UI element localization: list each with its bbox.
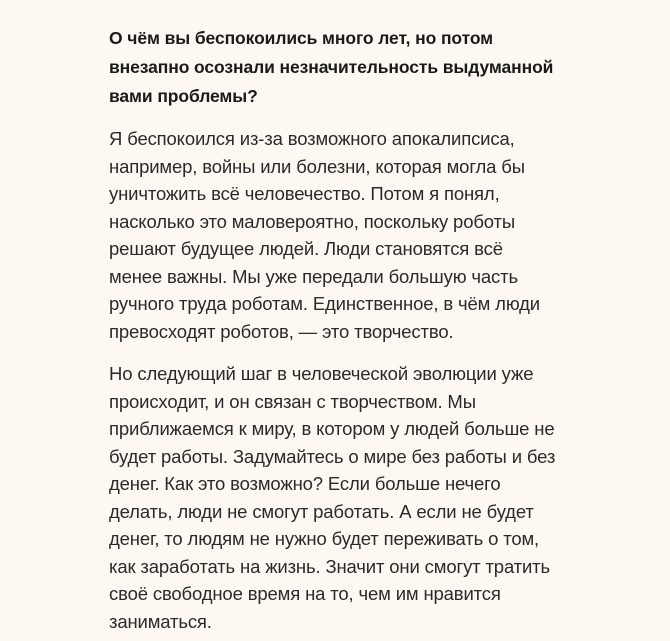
paragraph-line: делать, люди не смогут работать. А если не будет [109, 500, 534, 522]
paragraph-line: Но следующий шаг в человеческой эволюции уже [109, 363, 534, 384]
paragraph-line: решают будущее людей. Люди становятся всё [109, 238, 503, 259]
paragraph-line: заниматься. [109, 610, 212, 632]
paragraph-line: приближаемся к миру, в котором у людей больше не [109, 418, 555, 439]
question-heading [109, 24, 569, 111]
paragraph-line: уничтожить всё человечество. Потом я понял, [109, 183, 500, 204]
paragraph-line: своё свободное время на то, чем им нравится [109, 583, 501, 604]
question-line: внезапно осознали незначительность выдуманной [109, 57, 554, 77]
question-line: вами проблемы? [109, 86, 258, 106]
paragraph-line: менее важны. Мы уже передали большую часть [109, 265, 518, 287]
paragraph-line: Я беспокоился из-за возможного апокалипсиса, [109, 128, 515, 149]
paragraph-line: происходит, и он связан с творчеством. Мы [109, 390, 476, 412]
answer-paragraph-1 [109, 125, 569, 345]
paragraph-line: как заработать на жизнь. Значит они смогут тратить [109, 555, 550, 577]
article [109, 24, 569, 635]
paragraph-line: превосходят роботов, — это творчество. [109, 320, 454, 342]
paragraph-line: ручного труда роботам. Единственное, в чём люди [109, 293, 540, 314]
paragraph-line: будет работы. Задумайтесь о мире без работы и без [109, 445, 556, 467]
paragraph-line: насколько это маловероятно, поскольку роботы [109, 210, 515, 232]
question-line: О чём вы беспокоились много лет, но потом [109, 28, 494, 48]
paragraph-line: например, войны или болезни, которая могла бы [109, 155, 525, 177]
paragraph-line: денег. Как это возможно? Если больше нечего [109, 473, 501, 494]
paragraph-line: денег, то людям не нужно будет переживать о том, [109, 528, 540, 549]
answer-paragraph-2 [109, 360, 569, 635]
